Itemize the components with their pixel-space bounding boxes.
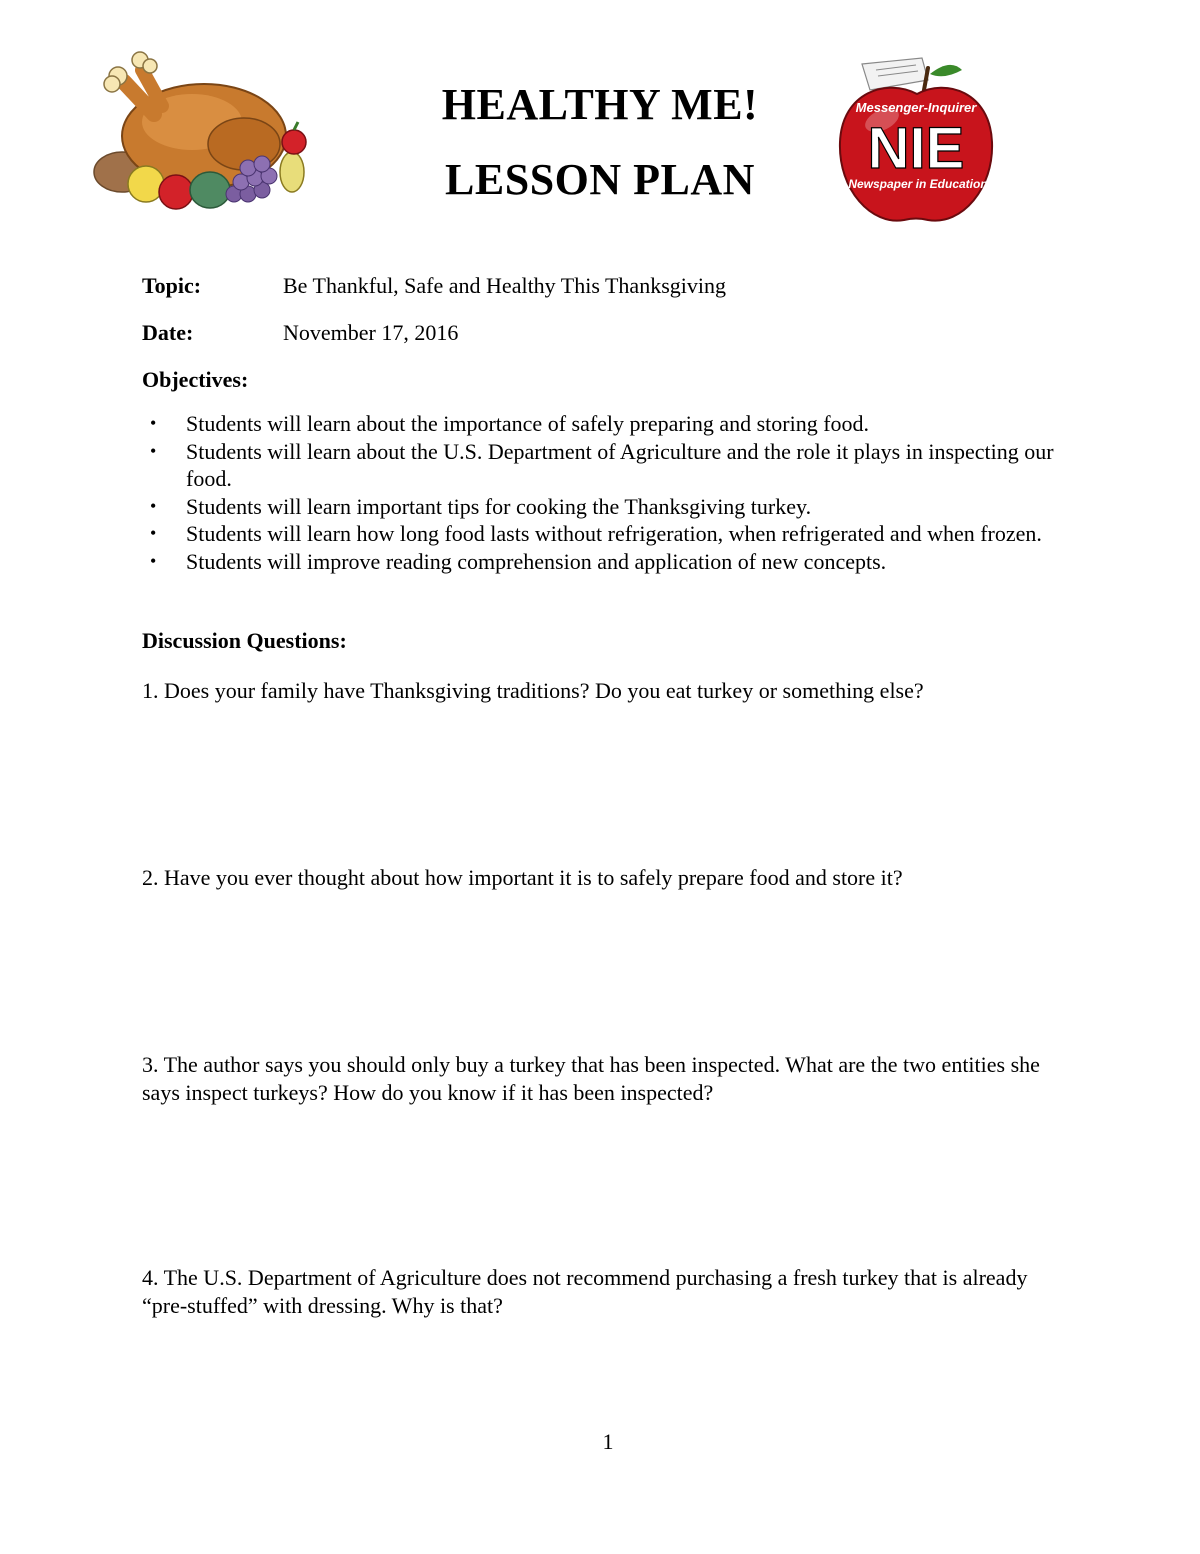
nie-apple-logo	[832, 50, 1002, 230]
objectives-list	[142, 410, 1062, 575]
document-subtitle: LESSON PLAN	[445, 155, 755, 204]
discussion-question-2: 2. Have you ever thought about how important it is to safely prepare food and store it?	[142, 865, 903, 890]
objective-item	[142, 548, 1062, 576]
objective-item	[142, 520, 1062, 548]
objective-item	[142, 410, 1062, 438]
objective-text: Students will learn important tips for cooking the Thanksgiving turkey.	[186, 493, 812, 519]
bullet-icon: •	[150, 495, 157, 516]
date-value: November 17, 2016	[283, 320, 459, 345]
topic-value: Be Thankful, Safe and Healthy This Thanksgiving	[283, 273, 726, 298]
document-title: HEALTHY ME!	[441, 80, 759, 129]
topic-label: Topic:	[142, 273, 202, 298]
discussion-question-3: 3. The author says you should only buy a turkey that has been inspected. What are the two entities she says inspect turkeys? How do you know if it has been inspected?	[142, 1052, 1040, 1105]
objective-item	[142, 493, 1062, 521]
objective-item	[142, 438, 1062, 493]
objectives-heading: Objectives:	[142, 367, 249, 392]
date-label: Date:	[142, 320, 194, 345]
logo-top-text: Messenger-Inquirer	[855, 100, 977, 115]
objective-text: Students will improve reading comprehension and application of new concepts.	[186, 548, 887, 574]
thanksgiving-turkey-icon	[84, 44, 314, 214]
discussion-question-1: 1. Does your family have Thanksgiving traditions? Do you eat turkey or something else?	[142, 678, 924, 703]
objective-text: Students will learn how long food lasts without refrigeration, when refrigerated and when frozen.	[186, 521, 1042, 546]
bullet-icon: •	[150, 440, 157, 461]
objective-text: Students will learn about the importance of safely preparing and storing food.	[186, 411, 870, 436]
page-number: 1	[602, 1429, 614, 1454]
bullet-icon: •	[150, 413, 157, 433]
bullet-icon: •	[150, 550, 157, 571]
discussion-heading: Discussion Questions:	[142, 628, 347, 653]
bullet-icon: •	[150, 523, 157, 543]
discussion-question-4: 4. The U.S. Department of Agriculture does not recommend purchasing a fresh turkey that is already “pre-stuffed” with dressing. Why is that?	[142, 1265, 1028, 1318]
objective-text: Students will learn about the U.S. Department of Agriculture and the role it plays in inspecting our food.	[186, 438, 1054, 491]
logo-main-text: NIE	[867, 116, 965, 181]
logo-bottom-text: Newspaper in Education	[848, 177, 988, 191]
